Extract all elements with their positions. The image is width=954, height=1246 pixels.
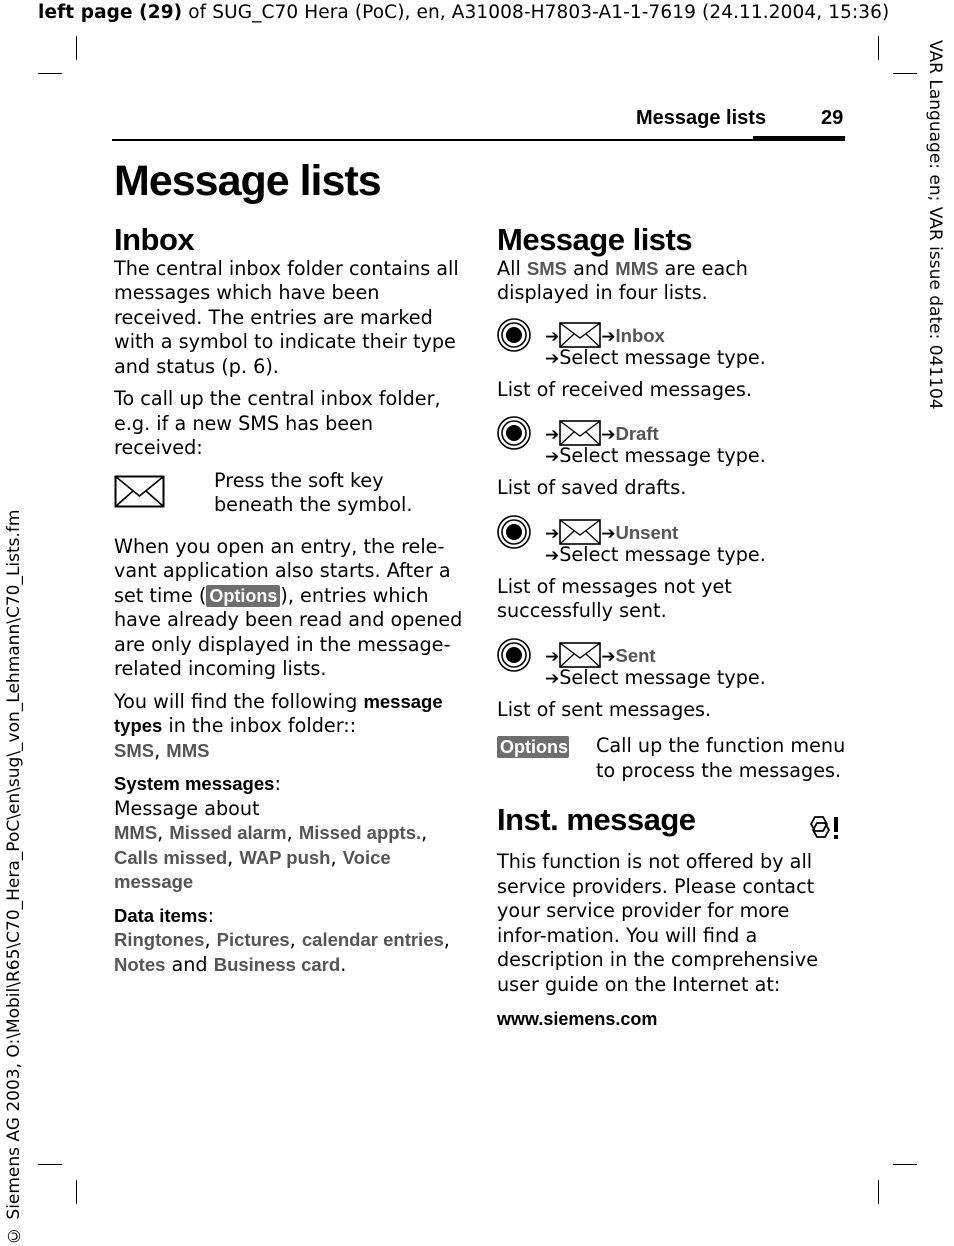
text-run: and — [566, 256, 616, 280]
text-run: in the inbox folder:: — [162, 714, 357, 737]
menu-term: Notes — [114, 953, 166, 975]
network-service-icon — [806, 814, 842, 842]
envelope-instruction-text: Press the soft key beneath the symbol. — [214, 468, 413, 516]
side-note-left: © Siemens AG 2003, O:\Mobil\R65\C70_Hera_PoC\en\sug\_von_Lehmann\C70_Lists.fm — [4, 509, 24, 1245]
navigation-key-icon — [497, 416, 531, 450]
list-description: List of messages not yet successfully sent. — [497, 574, 732, 622]
folder-name[interactable]: Sent — [615, 644, 656, 666]
message-list-entries — [497, 318, 842, 723]
menu-term: Business card — [213, 953, 341, 975]
folder-name[interactable]: Draft — [615, 423, 659, 444]
navigation-step — [545, 666, 766, 692]
arrow-icon: ➔ — [545, 326, 560, 347]
navigation-key-icon — [497, 515, 531, 549]
message-list-entry — [497, 416, 842, 476]
inbox-paragraph — [114, 690, 464, 764]
text-run: ), entries which have already been read and opened are only displayed in the message-related incoming lists. — [114, 583, 463, 680]
print-header — [38, 2, 889, 23]
inst-message-text: This function is not offered by all service providers. Please contact your service provider for more infor-mation. You will find a description in the comprehensive user guide on the Internet at: — [497, 850, 819, 996]
select-type-text: Select message type. — [559, 444, 766, 467]
print-header-bold: left page (29) — [38, 2, 183, 23]
arrow-icon: ➔ — [545, 425, 560, 445]
page-title: Message lists — [114, 157, 381, 205]
menu-term: MMS — [114, 822, 158, 843]
menu-term: Missed appts. — [298, 822, 422, 843]
inbox-paragraph: To call up the central inbox folder, e.g. if a new SMS has been received: — [114, 387, 441, 459]
text-run: : — [274, 772, 281, 795]
arrow-icon: ➔ — [601, 523, 616, 544]
list-description: List of saved drafts. — [497, 476, 687, 499]
inbox-paragraph: The central inbox folder contains all messages which have been received. The entries are marked with a symbol to indicate their type and status (p. 6). — [114, 256, 459, 378]
options-softkey[interactable]: Options — [497, 736, 569, 758]
header-rule-thick — [753, 136, 845, 141]
arrow-icon: ➔ — [545, 545, 560, 566]
text-run: All — [497, 256, 527, 280]
crop-mark — [878, 1180, 879, 1204]
side-note-right: VAR Language: en; VAR issue date: 041104 — [925, 40, 945, 410]
navigation-step — [545, 346, 766, 372]
list-description: List of received messages. — [497, 377, 752, 401]
navigation-key-icon — [497, 318, 531, 352]
envelope-icon — [114, 475, 166, 509]
menu-term: Ringtones — [114, 929, 205, 950]
message-list-entry — [497, 515, 842, 575]
print-header-rest: of SUG_C70 Hera (PoC), en, A31008-H7803-A1-1-7619 (24.11.2004, 15:36) — [182, 2, 890, 23]
left-column — [114, 222, 464, 985]
envelope-icon — [559, 519, 601, 545]
system-messages-about: Message about — [114, 796, 260, 820]
envelope-icon — [559, 322, 601, 348]
arrow-icon: ➔ — [545, 348, 560, 369]
system-messages-block: System messages: Message about MMS, Missed alarm, Missed appts., Calls missed, WAP push, Voice message — [114, 772, 428, 892]
lists-intro — [497, 257, 842, 306]
running-header-title: Message lists — [636, 107, 767, 129]
options-description: Call up the function menu to process the messages. — [596, 734, 846, 782]
menu-term: SMS — [114, 739, 155, 761]
menu-term: Voice message — [114, 846, 391, 892]
crop-mark — [38, 73, 62, 74]
arrow-icon: ➔ — [545, 668, 560, 689]
inbox-heading: Inbox — [114, 222, 195, 257]
menu-term: WAP push — [239, 846, 331, 868]
arrow-icon: ➔ — [545, 646, 560, 667]
menu-term: Calls missed — [114, 846, 228, 868]
arrow-icon: ➔ — [601, 326, 616, 347]
siemens-url[interactable]: www.siemens.com — [497, 1009, 658, 1029]
options-row — [497, 734, 846, 786]
message-list-entry — [497, 638, 842, 698]
select-type-text: Select message type. — [559, 542, 766, 566]
text-run: : — [207, 903, 215, 927]
inst-message-heading-row — [497, 802, 842, 852]
page-number: 29 — [821, 107, 844, 129]
arrow-icon: ➔ — [545, 523, 560, 544]
text-run: and — [165, 952, 214, 976]
header-rule — [112, 139, 845, 141]
arrow-icon: ➔ — [601, 646, 616, 667]
text-run: You will find the following — [114, 689, 364, 713]
menu-term: SMS — [526, 257, 567, 279]
envelope-icon — [559, 420, 601, 446]
inbox-paragraph — [114, 535, 464, 682]
crop-mark — [878, 36, 879, 60]
envelope-instruction — [114, 469, 464, 527]
crop-mark — [893, 73, 917, 74]
right-column — [497, 222, 846, 1032]
text-run: When you open an entry, the rele-vant application also starts. After a set time ( — [114, 534, 451, 607]
menu-term: MMS — [615, 257, 659, 279]
message-list-entry — [497, 318, 842, 378]
text-run: . — [340, 952, 347, 976]
menu-term: MMS — [166, 739, 210, 761]
inst-message-heading: Inst. message — [497, 802, 696, 837]
system-messages-label: System messages — [114, 773, 275, 794]
data-items-block: Data items: Ringtones, Pictures, calendar entries, Notes and Business card. — [114, 903, 450, 976]
folder-name[interactable]: Unsent — [615, 521, 679, 543]
menu-term: Missed alarm — [169, 822, 287, 843]
crop-mark — [76, 36, 77, 60]
message-lists-heading: Message lists — [497, 222, 693, 257]
navigation-step — [545, 543, 766, 569]
data-items-label: Data items — [114, 904, 208, 926]
navigation-key-icon — [497, 638, 531, 672]
bold-term: message types — [114, 690, 443, 736]
text-run: , — [154, 738, 167, 762]
select-type-text: Select message type. — [559, 665, 766, 689]
crop-mark — [76, 1180, 77, 1204]
envelope-icon — [559, 642, 601, 668]
select-type-text: Select message type. — [559, 345, 766, 369]
navigation-step — [545, 444, 766, 470]
list-description: List of sent messages. — [497, 697, 712, 721]
text-run: are each displayed in four lists. — [497, 256, 748, 304]
options-softkey[interactable]: Options — [206, 585, 280, 607]
menu-term: calendar entries — [301, 929, 444, 950]
crop-mark — [893, 1164, 917, 1165]
menu-term: Pictures — [216, 929, 290, 950]
folder-name[interactable]: Inbox — [615, 324, 665, 346]
arrow-icon: ➔ — [545, 447, 560, 467]
arrow-icon: ➔ — [601, 425, 616, 445]
crop-mark — [38, 1164, 62, 1165]
